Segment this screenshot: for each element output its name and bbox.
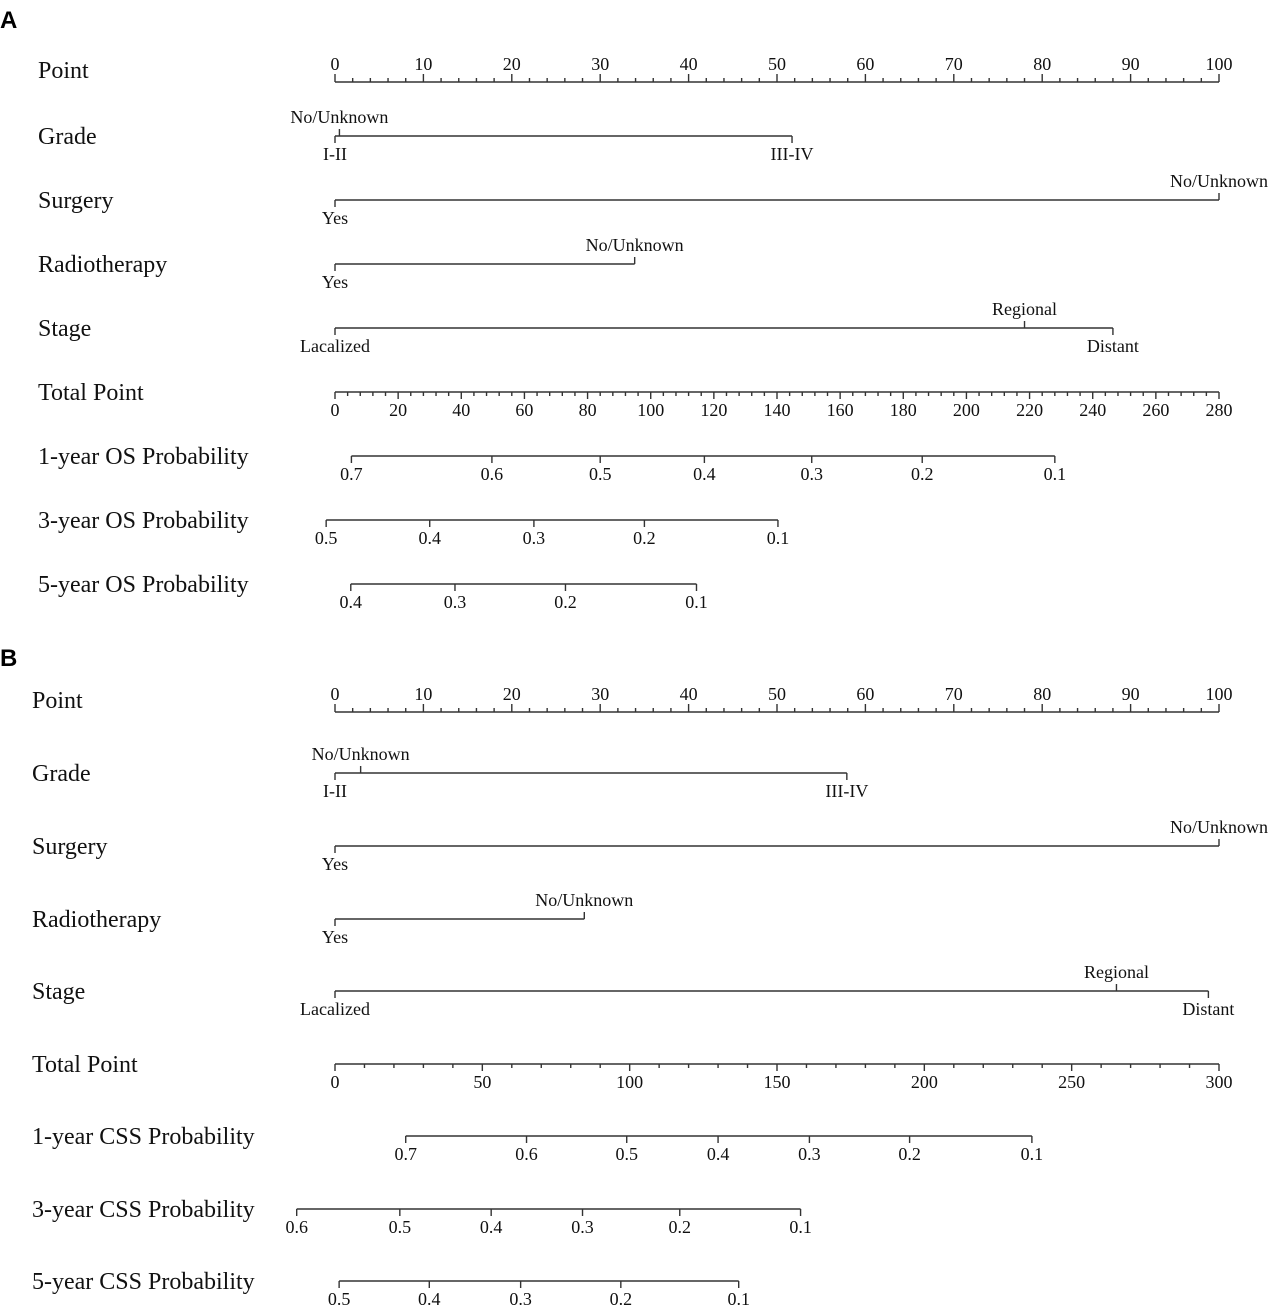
level-label-yes: Yes <box>321 854 349 874</box>
tick-label: 40 <box>679 54 698 74</box>
level-label-i-ii: I-II <box>323 781 347 801</box>
prob-label: 0.4 <box>418 528 441 548</box>
row-label-stage: Stage <box>38 316 92 342</box>
prob-label: 0.1 <box>1020 1144 1044 1164</box>
prob-label: 0.2 <box>609 1289 633 1307</box>
level-label-no-unknown: No/Unknown <box>290 107 389 127</box>
row-label-total-point: Total Point <box>32 1052 138 1078</box>
prob-label: 0.1 <box>685 592 708 612</box>
tick-label: 250 <box>1058 1072 1086 1092</box>
tick-label: 150 <box>763 1072 791 1092</box>
level-label-no-unknown: No/Unknown <box>585 235 684 255</box>
tick-label: 100 <box>637 400 665 420</box>
tick-label: 0 <box>330 400 340 420</box>
level-label-no-unknown: No/Unknown <box>1170 171 1268 191</box>
prob-label: 0.1 <box>789 1217 812 1237</box>
prob-label: 0.7 <box>394 1144 417 1164</box>
tick-label: 10 <box>414 684 433 704</box>
tick-label: 240 <box>1079 400 1107 420</box>
row-label-1-year-css-probability: 1-year CSS Probability <box>32 1124 255 1150</box>
row-label-point: Point <box>32 688 83 714</box>
level-label-iii-iv: III-IV <box>770 144 814 164</box>
prob-label: 0.4 <box>479 1217 503 1237</box>
prob-label: 0.3 <box>800 464 823 484</box>
tick-label: 200 <box>952 400 980 420</box>
row-label-grade: Grade <box>32 761 91 787</box>
tick-label: 30 <box>591 684 610 704</box>
panel-label-a: A <box>0 7 18 34</box>
level-label-regional: Regional <box>1083 962 1149 982</box>
tick-label: 80 <box>1033 54 1052 74</box>
tick-label: 120 <box>700 400 728 420</box>
prob-label: 0.1 <box>727 1289 750 1307</box>
level-label-distant: Distant <box>1086 336 1139 356</box>
tick-label: 80 <box>578 400 597 420</box>
prob-label: 0.7 <box>340 464 363 484</box>
tick-label: 20 <box>502 684 521 704</box>
prob-label: 0.5 <box>588 464 612 484</box>
tick-label: 60 <box>856 54 875 74</box>
tick-label: 10 <box>414 54 433 74</box>
level-label-lacalized: Lacalized <box>300 336 370 356</box>
tick-label: 300 <box>1205 1072 1233 1092</box>
prob-label: 0.3 <box>509 1289 532 1307</box>
prob-label: 0.6 <box>515 1144 538 1164</box>
level-label-no-unknown: No/Unknown <box>311 744 410 764</box>
row-label-3-year-os-probability: 3-year OS Probability <box>38 508 249 534</box>
tick-label: 100 <box>1205 684 1233 704</box>
prob-label: 0.5 <box>388 1217 412 1237</box>
tick-label: 20 <box>389 400 408 420</box>
prob-label: 0.3 <box>798 1144 821 1164</box>
prob-label: 0.4 <box>706 1144 730 1164</box>
row-label-5-year-os-probability: 5-year OS Probability <box>38 572 249 598</box>
level-label-no-unknown: No/Unknown <box>1170 817 1268 837</box>
level-label-yes: Yes <box>321 208 349 228</box>
prob-label: 0.4 <box>693 464 716 484</box>
level-label-distant: Distant <box>1182 999 1235 1019</box>
prob-label: 0.5 <box>314 528 338 548</box>
panel-label-b: B <box>0 645 18 672</box>
tick-label: 40 <box>679 684 698 704</box>
tick-label: 70 <box>944 684 963 704</box>
level-label-iii-iv: III-IV <box>825 781 869 801</box>
prob-label: 0.6 <box>285 1217 308 1237</box>
tick-label: 90 <box>1121 54 1140 74</box>
prob-label: 0.6 <box>480 464 504 484</box>
prob-label: 0.1 <box>1043 464 1067 484</box>
tick-label: 20 <box>502 54 521 74</box>
tick-label: 200 <box>910 1072 938 1092</box>
row-label-surgery: Surgery <box>38 188 114 214</box>
tick-label: 220 <box>1016 400 1044 420</box>
prob-label: 0.3 <box>522 528 546 548</box>
level-label-regional: Regional <box>992 299 1058 319</box>
prob-label: 0.2 <box>554 592 577 612</box>
prob-label: 0.4 <box>339 592 363 612</box>
prob-label: 0.4 <box>418 1289 441 1307</box>
tick-label: 0 <box>330 684 340 704</box>
tick-label: 260 <box>1142 400 1170 420</box>
prob-label: 0.2 <box>633 528 656 548</box>
row-label-radiotherapy: Radiotherapy <box>32 907 162 933</box>
tick-label: 180 <box>889 400 917 420</box>
tick-label: 100 <box>616 1072 644 1092</box>
row-label-grade: Grade <box>38 124 97 150</box>
tick-label: 140 <box>763 400 791 420</box>
tick-label: 100 <box>1205 54 1233 74</box>
prob-label: 0.2 <box>910 464 934 484</box>
row-label-total-point: Total Point <box>38 380 144 406</box>
level-label-no-unknown: No/Unknown <box>535 890 634 910</box>
tick-label: 50 <box>473 1072 492 1092</box>
prob-label: 0.5 <box>327 1289 351 1307</box>
row-label-point: Point <box>38 58 89 84</box>
tick-label: 90 <box>1121 684 1140 704</box>
tick-label: 0 <box>330 54 340 74</box>
prob-label: 0.5 <box>615 1144 638 1164</box>
row-label-surgery: Surgery <box>32 834 108 860</box>
level-label-i-ii: I-II <box>323 144 347 164</box>
row-label-1-year-os-probability: 1-year OS Probability <box>38 444 249 470</box>
tick-label: 30 <box>591 54 610 74</box>
row-label-5-year-css-probability: 5-year CSS Probability <box>32 1269 255 1295</box>
tick-label: 50 <box>768 54 786 74</box>
prob-label: 0.1 <box>766 528 790 548</box>
prob-label: 0.2 <box>898 1144 921 1164</box>
prob-label: 0.3 <box>443 592 467 612</box>
tick-label: 70 <box>944 54 963 74</box>
prob-label: 0.3 <box>571 1217 594 1237</box>
level-label-yes: Yes <box>321 272 349 292</box>
tick-label: 0 <box>330 1072 340 1092</box>
row-label-radiotherapy: Radiotherapy <box>38 252 168 278</box>
prob-label: 0.2 <box>668 1217 692 1237</box>
tick-label: 160 <box>826 400 854 420</box>
tick-label: 280 <box>1205 400 1233 420</box>
tick-label: 50 <box>768 684 786 704</box>
level-label-yes: Yes <box>321 927 349 947</box>
level-label-lacalized: Lacalized <box>300 999 370 1019</box>
row-label-stage: Stage <box>32 979 86 1005</box>
tick-label: 40 <box>452 400 471 420</box>
tick-label: 60 <box>856 684 875 704</box>
tick-label: 80 <box>1033 684 1052 704</box>
tick-label: 60 <box>515 400 534 420</box>
row-label-3-year-css-probability: 3-year CSS Probability <box>32 1197 255 1223</box>
